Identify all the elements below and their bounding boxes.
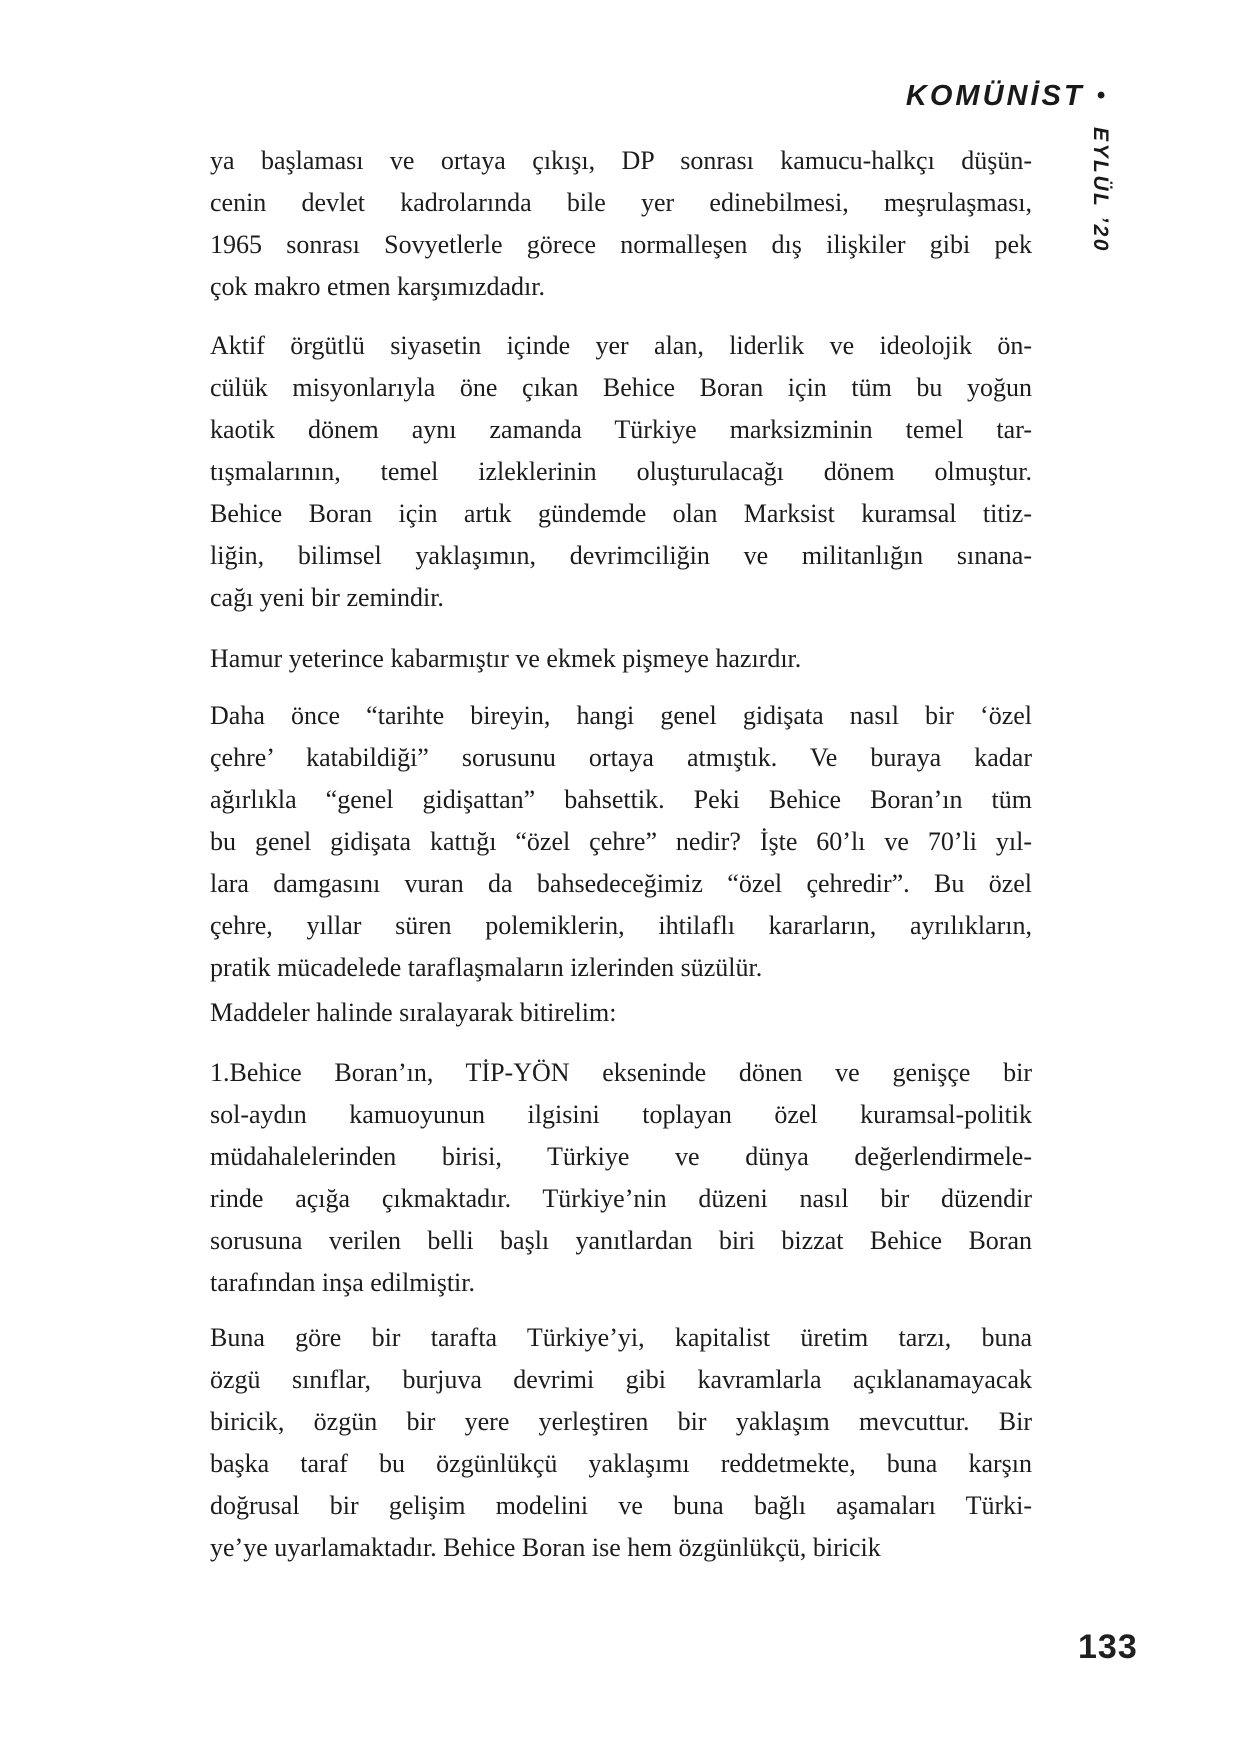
text-line: Daha önce “tarihte bireyin, hangi genel gidişata nasıl bir ‘özel <box>210 701 1032 730</box>
text-line: cağı yeni bir zemindir. <box>210 583 444 612</box>
paragraph <box>210 695 1032 989</box>
issue-label-vertical: EYLÜL ’20 <box>1089 127 1112 253</box>
paragraph <box>210 1052 1032 1304</box>
text-line: çehre, yıllar süren polemiklerin, ihtilaflı kararların, ayrılıkların, <box>210 911 1032 940</box>
text-line: çehre’ katabildiği” sorusunu ortaya atmıştık. Ve buraya kadar <box>210 743 1032 772</box>
text-line: liğin, bilimsel yaklaşımın, devrimciliğin ve militanlığın sınana- <box>210 541 1032 570</box>
text-line: sol-aydın kamuoyunun ilgisini toplayan özel kuramsal-politik <box>210 1100 1032 1129</box>
text-line: müdahalelerinden birisi, Türkiye ve dünya değerlendirmele- <box>210 1142 1032 1171</box>
text-line: özgü sınıflar, burjuva devrimi gibi kavramlarla açıklanamayacak <box>210 1365 1032 1394</box>
text-line: ye’ye uyarlamaktadır. Behice Boran ise hem özgünlükçü, biricik <box>210 1533 881 1562</box>
page-number: 133 <box>1078 1628 1138 1666</box>
journal-masthead <box>906 80 1105 113</box>
text-line: tışmalarının, temel izleklerinin oluşturulacağı dönem olmuştur. <box>210 457 1032 486</box>
paragraph <box>210 140 1032 308</box>
text-line: cenin devlet kadrolarında bile yer edinebilmesi, meşrulaşması, <box>210 188 1032 217</box>
masthead-bullet-icon: • <box>1096 82 1105 109</box>
text-line: ya başlaması ve ortaya çıkışı, DP sonrası kamucu-halkçı düşün- <box>210 146 1032 175</box>
text-line: çok makro etmen karşımızdadır. <box>210 272 546 301</box>
text-line: pratik mücadelede taraflaşmaların izlerinden süzülür. <box>210 953 763 982</box>
paragraph <box>210 992 1032 1034</box>
text-line: lara damgasını vuran da bahsedeceğimiz “özel çehredir”. Bu özel <box>210 869 1032 898</box>
paragraph <box>210 325 1032 619</box>
text-line: ağırlıkla “genel gidişattan” bahsettik. Peki Behice Boran’ın tüm <box>210 785 1032 814</box>
text-line: Behice Boran için artık gündemde olan Marksist kuramsal titiz- <box>210 499 1032 528</box>
text-line: biricik, özgün bir yere yerleştiren bir yaklaşım mevcuttur. Bir <box>210 1407 1032 1436</box>
journal-title: KOMÜNİST <box>905 80 1085 112</box>
text-line: Hamur yeterince kabarmıştır ve ekmek pişmeye hazırdır. <box>210 644 802 673</box>
text-line: kaotik dönem aynı zamanda Türkiye marksizminin temel tar- <box>210 415 1032 444</box>
text-line: başka taraf bu özgünlükçü yaklaşımı reddetmekte, buna karşın <box>210 1449 1032 1478</box>
paragraph <box>210 1317 1032 1569</box>
text-line: rinde açığa çıkmaktadır. Türkiye’nin düzeni nasıl bir düzendir <box>210 1184 1032 1213</box>
text-line: Aktif örgütlü siyasetin içinde yer alan, liderlik ve ideolojik ön- <box>210 331 1032 360</box>
text-line: doğrusal bir gelişim modelini ve buna bağlı aşamaları Türki- <box>210 1491 1032 1520</box>
text-line: Maddeler halinde sıralayarak bitirelim: <box>210 998 617 1027</box>
paragraph <box>210 638 1032 680</box>
text-line: tarafından inşa edilmiştir. <box>210 1268 475 1297</box>
text-line: Buna göre bir tarafta Türkiye’yi, kapitalist üretim tarzı, buna <box>210 1323 1032 1352</box>
text-line: cülük misyonlarıyla öne çıkan Behice Boran için tüm bu yoğun <box>210 373 1032 402</box>
text-line: 1.Behice Boran’ın, TİP-YÖN ekseninde dönen ve genişçe bir <box>210 1058 1032 1087</box>
text-line: bu genel gidişata kattığı “özel çehre” nedir? İşte 60’lı ve 70’li yıl- <box>210 827 1032 856</box>
text-line: sorusuna verilen belli başlı yanıtlardan biri bizzat Behice Boran <box>210 1226 1032 1255</box>
text-line: 1965 sonrası Sovyetlerle görece normalleşen dış ilişkiler gibi pek <box>210 230 1032 259</box>
